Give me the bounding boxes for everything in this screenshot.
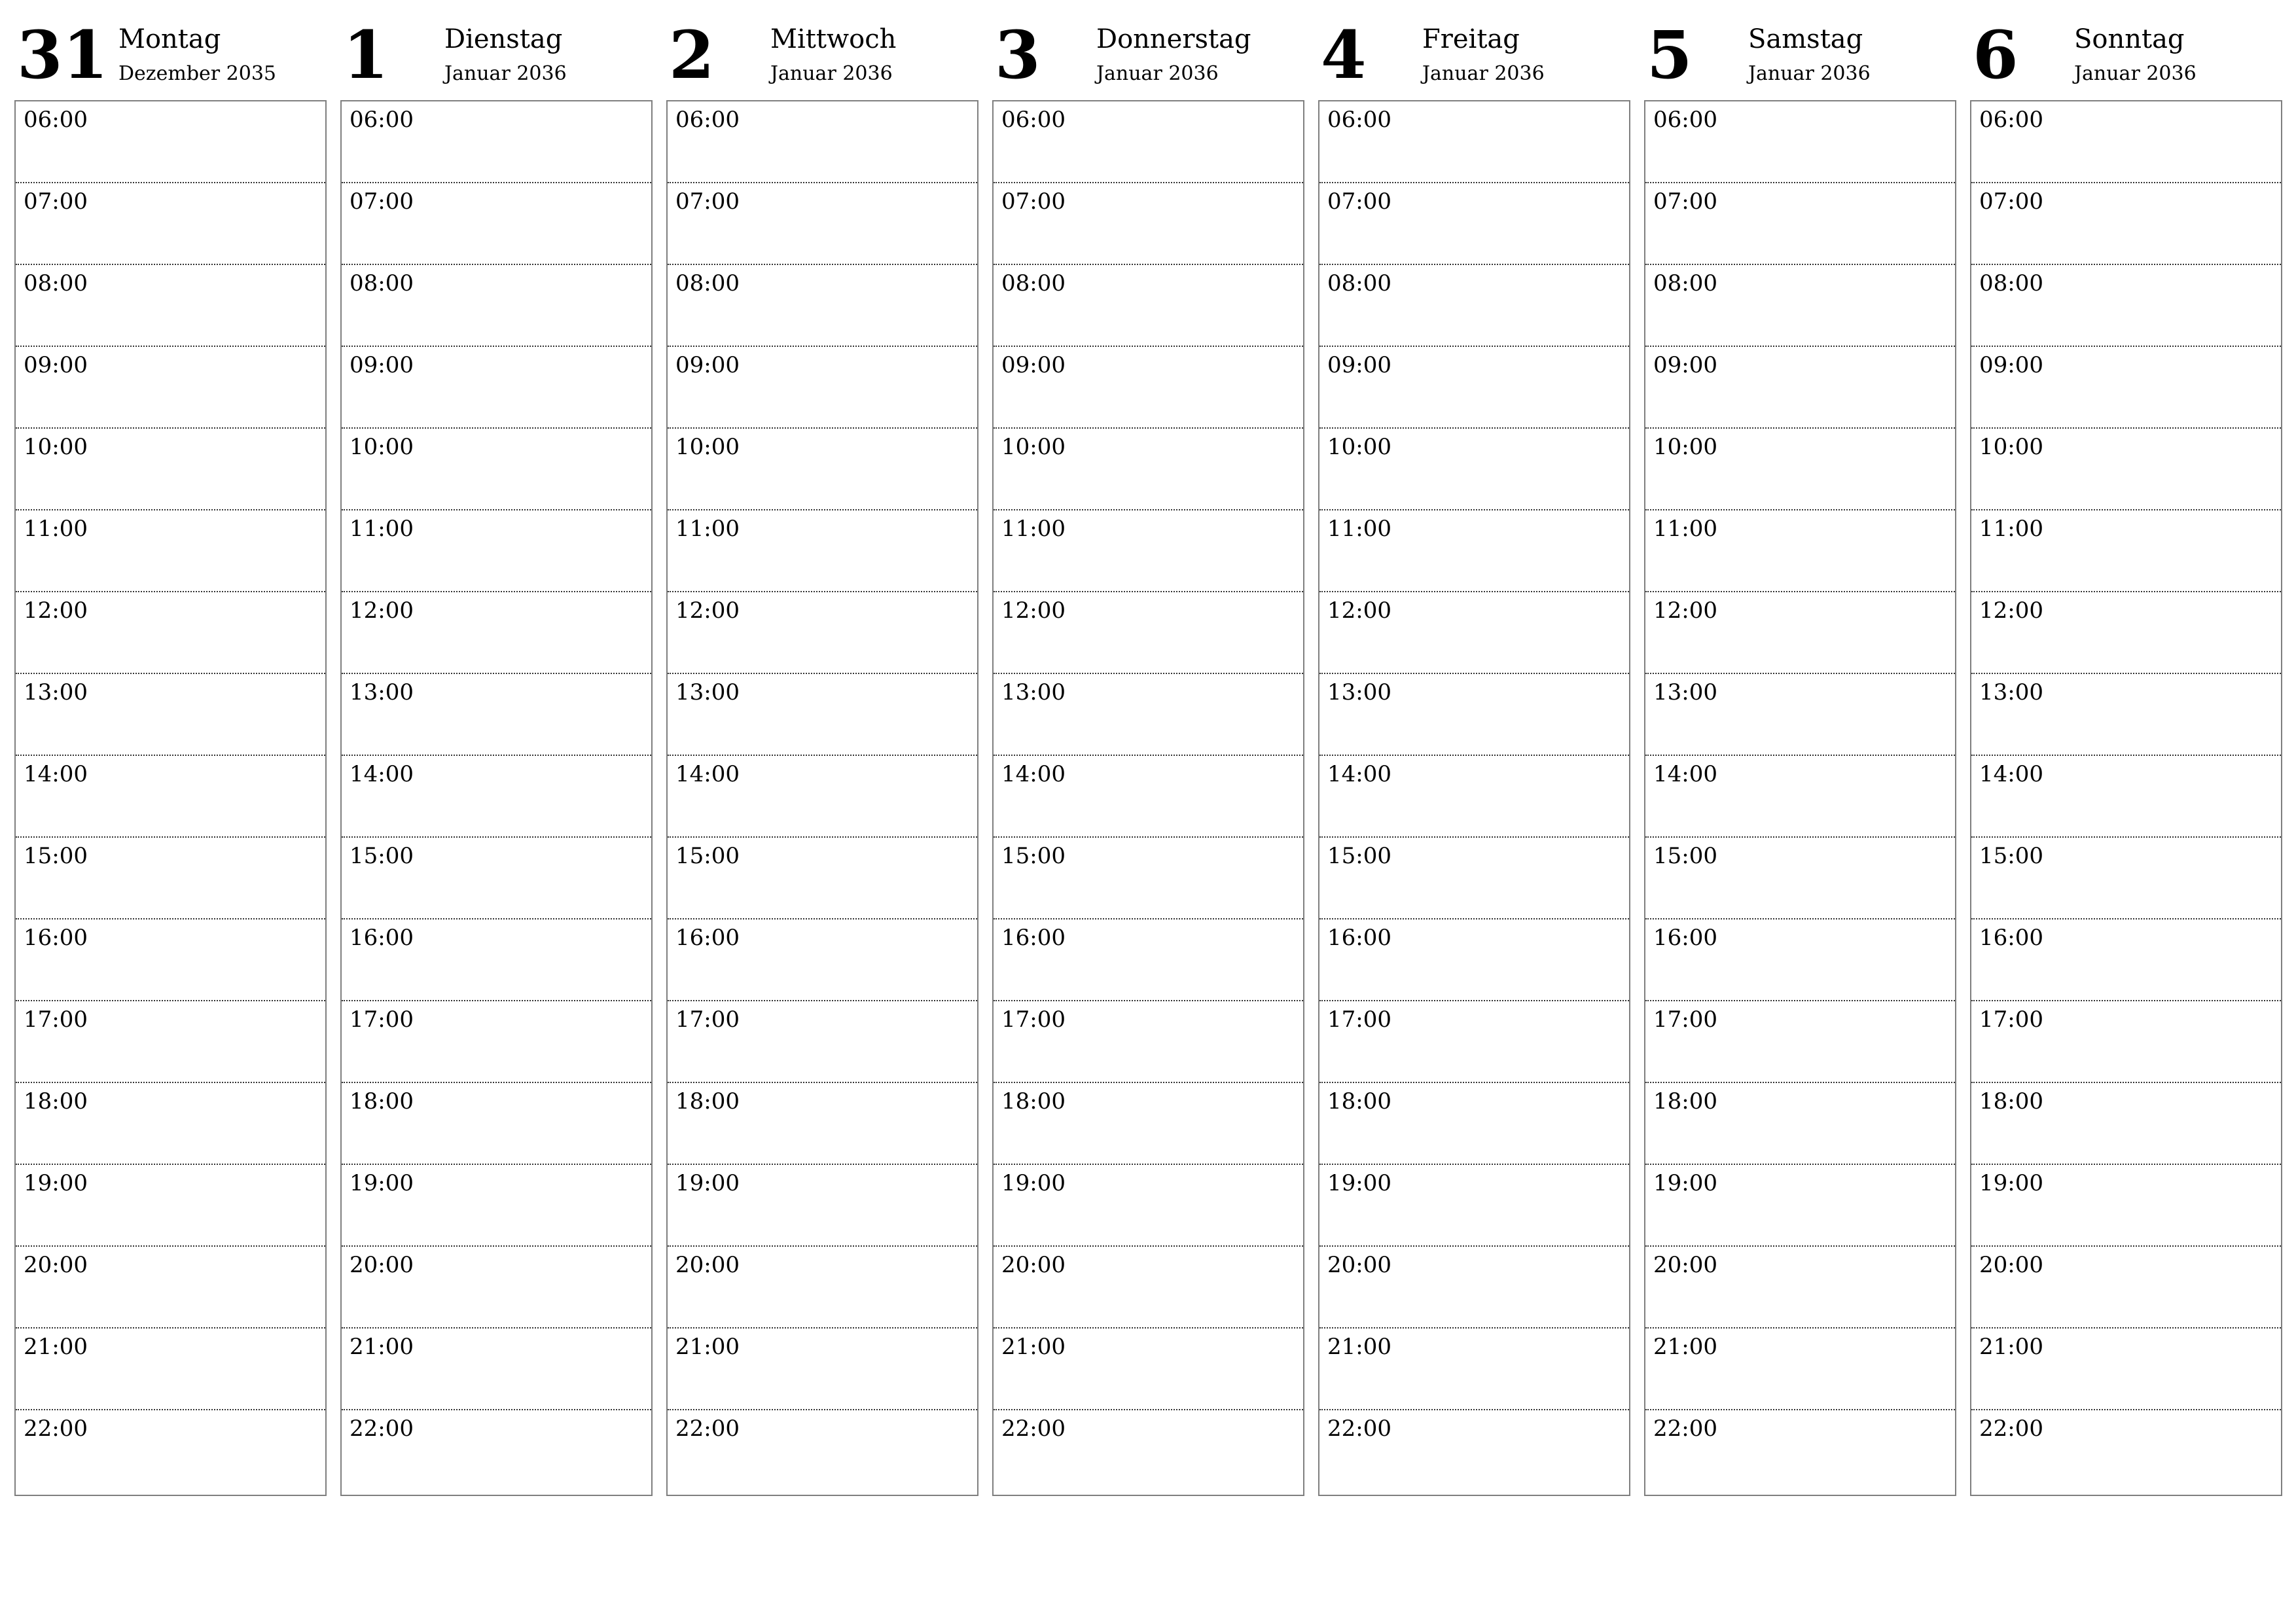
hour-label: 12:00: [1979, 597, 2043, 624]
hour-slot[interactable]: [342, 1247, 651, 1329]
hour-label: 21:00: [675, 1334, 740, 1360]
hour-slot[interactable]: [342, 1165, 651, 1247]
hour-label: 06:00: [24, 107, 88, 133]
hour-label: 07:00: [1001, 188, 1066, 215]
hour-label: 20:00: [1001, 1252, 1066, 1278]
hour-slot[interactable]: [1971, 838, 2281, 919]
day-header: [1318, 0, 1630, 100]
hour-slot[interactable]: [994, 1001, 1303, 1083]
day-column: [1970, 0, 2282, 1442]
hour-slot[interactable]: [1971, 756, 2281, 838]
hour-label: 21:00: [1001, 1334, 1066, 1360]
hour-label: 14:00: [1979, 761, 2043, 787]
hour-slot[interactable]: [1319, 919, 1629, 1001]
hour-slot[interactable]: [668, 265, 977, 347]
hour-slot[interactable]: [994, 1247, 1303, 1329]
hour-slot[interactable]: [1645, 1247, 1955, 1329]
hour-slot[interactable]: [16, 838, 325, 919]
hour-label: 13:00: [1979, 679, 2043, 705]
hour-label: 19:00: [1653, 1170, 1717, 1196]
hour-label: 09:00: [1653, 352, 1717, 378]
hour-label: 13:00: [1327, 679, 1391, 705]
hour-label: 10:00: [24, 434, 88, 460]
hour-slot[interactable]: [342, 919, 651, 1001]
day-weekday: Mittwoch: [770, 24, 897, 54]
hour-label: 10:00: [1653, 434, 1717, 460]
hour-slot[interactable]: [1971, 510, 2281, 592]
hour-slot[interactable]: [994, 265, 1303, 347]
hour-label: 14:00: [1653, 761, 1717, 787]
hour-label: 15:00: [350, 843, 414, 869]
day-number: 6: [1973, 16, 2018, 94]
hour-label: 18:00: [1653, 1088, 1717, 1115]
hour-label: 20:00: [24, 1252, 88, 1278]
day-schedule-box: [14, 100, 327, 1496]
hour-label: 17:00: [1001, 1007, 1066, 1033]
hour-slot[interactable]: [1971, 265, 2281, 347]
hour-slot[interactable]: [16, 1410, 325, 1492]
hour-label: 14:00: [1327, 761, 1391, 787]
day-number: 1: [343, 16, 389, 94]
hour-label: 06:00: [1001, 107, 1066, 133]
hour-slot[interactable]: [668, 1329, 977, 1410]
hour-label: 12:00: [350, 597, 414, 624]
hour-label: 18:00: [24, 1088, 88, 1115]
hour-label: 13:00: [24, 679, 88, 705]
hour-label: 09:00: [24, 352, 88, 378]
hour-label: 09:00: [1979, 352, 2043, 378]
day-month-year: Januar 2036: [1748, 62, 1871, 85]
hour-label: 15:00: [24, 843, 88, 869]
hour-slot[interactable]: [668, 592, 977, 674]
hour-label: 12:00: [1653, 597, 1717, 624]
hour-slot[interactable]: [16, 1001, 325, 1083]
hour-slot[interactable]: [1971, 1247, 2281, 1329]
hour-label: 17:00: [675, 1007, 740, 1033]
day-column: [666, 0, 978, 1442]
hour-label: 13:00: [1001, 679, 1066, 705]
hour-slot[interactable]: [668, 1083, 977, 1165]
day-column: [1318, 0, 1630, 1442]
hour-slot[interactable]: [668, 183, 977, 265]
day-schedule-box: [666, 100, 978, 1496]
hour-label: 08:00: [350, 270, 414, 296]
hour-slot[interactable]: [668, 919, 977, 1001]
hour-label: 08:00: [24, 270, 88, 296]
hour-slot[interactable]: [1319, 101, 1629, 183]
hour-slot[interactable]: [16, 756, 325, 838]
day-weekday: Samstag: [1748, 24, 1863, 54]
day-header: [666, 0, 978, 100]
hour-slot[interactable]: [1645, 919, 1955, 1001]
hour-slot[interactable]: [668, 510, 977, 592]
hour-label: 19:00: [350, 1170, 414, 1196]
hour-label: 22:00: [24, 1416, 88, 1442]
hour-slot[interactable]: [342, 429, 651, 510]
hour-slot[interactable]: [1971, 919, 2281, 1001]
hour-slot[interactable]: [668, 429, 977, 510]
hour-slot[interactable]: [1319, 1329, 1629, 1410]
day-weekday: Donnerstag: [1096, 24, 1251, 54]
hour-slot[interactable]: [1319, 429, 1629, 510]
hour-label: 10:00: [1979, 434, 2043, 460]
hour-label: 16:00: [1001, 925, 1066, 951]
hour-slot[interactable]: [1319, 1001, 1629, 1083]
hour-slot[interactable]: [994, 429, 1303, 510]
day-header: [1644, 0, 1956, 100]
hour-label: 14:00: [1001, 761, 1066, 787]
hour-slot[interactable]: [1971, 429, 2281, 510]
day-weekday: Freitag: [1422, 24, 1520, 54]
day-number: 2: [669, 16, 715, 94]
hour-label: 08:00: [1001, 270, 1066, 296]
hour-slot[interactable]: [1319, 265, 1629, 347]
hour-label: 22:00: [350, 1416, 414, 1442]
hour-slot[interactable]: [1645, 183, 1955, 265]
hour-label: 17:00: [24, 1007, 88, 1033]
hour-label: 07:00: [675, 188, 740, 215]
hour-slot[interactable]: [994, 347, 1303, 429]
hour-label: 11:00: [1327, 516, 1391, 542]
hour-slot[interactable]: [1319, 1165, 1629, 1247]
hour-slot[interactable]: [1645, 510, 1955, 592]
hour-label: 10:00: [350, 434, 414, 460]
hour-slot[interactable]: [342, 1410, 651, 1492]
hour-label: 21:00: [350, 1334, 414, 1360]
hour-label: 15:00: [675, 843, 740, 869]
hour-slot[interactable]: [1645, 756, 1955, 838]
hour-slot[interactable]: [342, 347, 651, 429]
hour-slot[interactable]: [994, 756, 1303, 838]
hour-slot[interactable]: [16, 265, 325, 347]
hour-slot[interactable]: [342, 1083, 651, 1165]
day-month-year: Januar 2036: [770, 62, 893, 85]
hour-label: 14:00: [350, 761, 414, 787]
hour-slot[interactable]: [1319, 347, 1629, 429]
hour-label: 06:00: [350, 107, 414, 133]
hour-slot[interactable]: [994, 510, 1303, 592]
hour-label: 08:00: [1653, 270, 1717, 296]
hour-slot[interactable]: [1971, 674, 2281, 756]
hour-slot[interactable]: [668, 1410, 977, 1492]
hour-slot[interactable]: [1971, 1329, 2281, 1410]
hour-label: 06:00: [1653, 107, 1717, 133]
day-number: 3: [995, 16, 1041, 94]
hour-slot[interactable]: [1645, 592, 1955, 674]
hour-label: 15:00: [1327, 843, 1391, 869]
day-schedule-box: [1318, 100, 1630, 1496]
day-month-year: Januar 2036: [444, 62, 567, 85]
hour-slot[interactable]: [994, 1410, 1303, 1492]
hour-slot[interactable]: [16, 510, 325, 592]
hour-slot[interactable]: [1645, 1001, 1955, 1083]
hour-label: 20:00: [1979, 1252, 2043, 1278]
hour-slot[interactable]: [1319, 1247, 1629, 1329]
hour-slot[interactable]: [1971, 183, 2281, 265]
hour-slot[interactable]: [1645, 1083, 1955, 1165]
hour-label: 07:00: [1327, 188, 1391, 215]
hour-slot[interactable]: [1319, 1410, 1629, 1492]
hour-label: 09:00: [1001, 352, 1066, 378]
hour-label: 19:00: [24, 1170, 88, 1196]
hour-slot[interactable]: [668, 838, 977, 919]
hour-label: 15:00: [1653, 843, 1717, 869]
hour-label: 14:00: [675, 761, 740, 787]
day-schedule-box: [992, 100, 1304, 1496]
hour-slot[interactable]: [1319, 674, 1629, 756]
hour-slot[interactable]: [668, 347, 977, 429]
day-column: [992, 0, 1304, 1442]
hour-slot[interactable]: [16, 1247, 325, 1329]
hour-label: 18:00: [1327, 1088, 1391, 1115]
hour-label: 08:00: [675, 270, 740, 296]
hour-slot[interactable]: [1319, 1083, 1629, 1165]
hour-label: 21:00: [1327, 1334, 1391, 1360]
hour-label: 18:00: [1001, 1088, 1066, 1115]
day-number: 5: [1647, 16, 1693, 94]
hour-label: 17:00: [1653, 1007, 1717, 1033]
hour-slot[interactable]: [668, 756, 977, 838]
hour-label: 21:00: [1653, 1334, 1717, 1360]
hour-label: 07:00: [1979, 188, 2043, 215]
hour-label: 18:00: [350, 1088, 414, 1115]
hour-label: 16:00: [1653, 925, 1717, 951]
day-header: [992, 0, 1304, 100]
hour-slot[interactable]: [1645, 674, 1955, 756]
hour-slot[interactable]: [1971, 347, 2281, 429]
hour-slot[interactable]: [342, 101, 651, 183]
hour-label: 13:00: [1653, 679, 1717, 705]
hour-slot[interactable]: [668, 674, 977, 756]
hour-label: 11:00: [675, 516, 740, 542]
day-column: [1644, 0, 1956, 1442]
hour-label: 17:00: [1327, 1007, 1391, 1033]
hour-label: 20:00: [675, 1252, 740, 1278]
hour-label: 06:00: [1327, 107, 1391, 133]
day-column: [14, 0, 327, 1442]
hour-label: 09:00: [350, 352, 414, 378]
hour-label: 16:00: [675, 925, 740, 951]
hour-label: 20:00: [1327, 1252, 1391, 1278]
hour-slot[interactable]: [994, 838, 1303, 919]
hour-label: 06:00: [1979, 107, 2043, 133]
hour-label: 16:00: [24, 925, 88, 951]
hour-slot[interactable]: [16, 347, 325, 429]
day-schedule-box: [1644, 100, 1956, 1496]
hour-label: 19:00: [1979, 1170, 2043, 1196]
hour-label: 15:00: [1001, 843, 1066, 869]
hour-slot[interactable]: [16, 183, 325, 265]
hour-label: 19:00: [1001, 1170, 1066, 1196]
hour-label: 11:00: [1001, 516, 1066, 542]
hour-label: 07:00: [1653, 188, 1717, 215]
day-month-year: Januar 2036: [1096, 62, 1219, 85]
hour-slot[interactable]: [1319, 510, 1629, 592]
hour-label: 19:00: [1327, 1170, 1391, 1196]
hour-slot[interactable]: [1645, 101, 1955, 183]
hour-slot[interactable]: [342, 1329, 651, 1410]
hour-label: 06:00: [675, 107, 740, 133]
hour-slot[interactable]: [16, 592, 325, 674]
hour-label: 21:00: [1979, 1334, 2043, 1360]
hour-slot[interactable]: [1645, 347, 1955, 429]
hour-label: 12:00: [1001, 597, 1066, 624]
hour-label: 22:00: [1653, 1416, 1717, 1442]
hour-label: 17:00: [1979, 1007, 2043, 1033]
hour-label: 08:00: [1327, 270, 1391, 296]
hour-slot[interactable]: [342, 838, 651, 919]
hour-slot[interactable]: [16, 1329, 325, 1410]
hour-label: 18:00: [1979, 1088, 2043, 1115]
day-month-year: Januar 2036: [1422, 62, 1545, 85]
hour-slot[interactable]: [1971, 592, 2281, 674]
hour-label: 12:00: [24, 597, 88, 624]
day-weekday: Sonntag: [2074, 24, 2185, 54]
day-header: [14, 0, 327, 100]
hour-label: 07:00: [24, 188, 88, 215]
hour-label: 22:00: [1979, 1416, 2043, 1442]
hour-slot[interactable]: [342, 183, 651, 265]
hour-slot[interactable]: [1645, 1410, 1955, 1492]
hour-slot[interactable]: [1645, 838, 1955, 919]
hour-slot[interactable]: [342, 592, 651, 674]
day-column: [340, 0, 653, 1442]
hour-slot[interactable]: [1971, 1083, 2281, 1165]
hour-slot[interactable]: [994, 674, 1303, 756]
hour-slot[interactable]: [1319, 756, 1629, 838]
hour-label: 18:00: [675, 1088, 740, 1115]
day-schedule-box: [1970, 100, 2282, 1496]
hour-slot[interactable]: [16, 674, 325, 756]
hour-label: 16:00: [1979, 925, 2043, 951]
hour-label: 16:00: [1327, 925, 1391, 951]
hour-label: 19:00: [675, 1170, 740, 1196]
hour-slot[interactable]: [1319, 838, 1629, 919]
day-header: [340, 0, 653, 100]
day-month-year: Dezember 2035: [118, 62, 276, 85]
hour-label: 11:00: [1653, 516, 1717, 542]
hour-label: 22:00: [1327, 1416, 1391, 1442]
hour-label: 20:00: [350, 1252, 414, 1278]
hour-slot[interactable]: [1971, 1165, 2281, 1247]
hour-slot[interactable]: [1971, 1410, 2281, 1492]
day-number: 31: [17, 16, 109, 94]
hour-slot[interactable]: [668, 1247, 977, 1329]
day-month-year: Januar 2036: [2074, 62, 2197, 85]
hour-slot[interactable]: [342, 265, 651, 347]
hour-slot[interactable]: [994, 1165, 1303, 1247]
hour-label: 10:00: [1001, 434, 1066, 460]
hour-slot[interactable]: [342, 510, 651, 592]
hour-label: 08:00: [1979, 270, 2043, 296]
hour-slot[interactable]: [16, 1083, 325, 1165]
hour-label: 10:00: [675, 434, 740, 460]
hour-slot[interactable]: [994, 183, 1303, 265]
day-number: 4: [1321, 16, 1367, 94]
hour-label: 12:00: [675, 597, 740, 624]
hour-label: 17:00: [350, 1007, 414, 1033]
hour-slot[interactable]: [994, 919, 1303, 1001]
hour-slot[interactable]: [16, 919, 325, 1001]
hour-slot[interactable]: [16, 429, 325, 510]
hour-slot[interactable]: [994, 1083, 1303, 1165]
hour-slot[interactable]: [1319, 183, 1629, 265]
hour-label: 09:00: [675, 352, 740, 378]
day-weekday: Dienstag: [444, 24, 563, 54]
hour-label: 22:00: [675, 1416, 740, 1442]
hour-slot[interactable]: [342, 1001, 651, 1083]
day-header: [1970, 0, 2282, 100]
hour-label: 13:00: [350, 679, 414, 705]
hour-label: 11:00: [350, 516, 414, 542]
hour-slot[interactable]: [1971, 1001, 2281, 1083]
hour-slot[interactable]: [1971, 101, 2281, 183]
hour-label: 11:00: [1979, 516, 2043, 542]
hour-label: 12:00: [1327, 597, 1391, 624]
hour-slot[interactable]: [16, 101, 325, 183]
hour-slot[interactable]: [994, 1329, 1303, 1410]
hour-slot[interactable]: [342, 674, 651, 756]
hour-label: 22:00: [1001, 1416, 1066, 1442]
hour-slot[interactable]: [16, 1165, 325, 1247]
hour-slot[interactable]: [668, 1001, 977, 1083]
hour-slot[interactable]: [994, 101, 1303, 183]
hour-label: 21:00: [24, 1334, 88, 1360]
hour-slot[interactable]: [1645, 1165, 1955, 1247]
day-weekday: Montag: [118, 24, 221, 54]
hour-slot[interactable]: [1319, 592, 1629, 674]
hour-slot[interactable]: [668, 101, 977, 183]
hour-slot[interactable]: [1645, 429, 1955, 510]
hour-label: 07:00: [350, 188, 414, 215]
hour-slot[interactable]: [994, 592, 1303, 674]
hour-slot[interactable]: [342, 756, 651, 838]
hour-slot[interactable]: [1645, 265, 1955, 347]
day-schedule-box: [340, 100, 653, 1496]
hour-slot[interactable]: [1645, 1329, 1955, 1410]
hour-label: 20:00: [1653, 1252, 1717, 1278]
hour-label: 09:00: [1327, 352, 1391, 378]
hour-label: 14:00: [24, 761, 88, 787]
hour-slot[interactable]: [668, 1165, 977, 1247]
hour-label: 13:00: [675, 679, 740, 705]
hour-label: 10:00: [1327, 434, 1391, 460]
hour-label: 15:00: [1979, 843, 2043, 869]
hour-label: 16:00: [350, 925, 414, 951]
hour-label: 11:00: [24, 516, 88, 542]
